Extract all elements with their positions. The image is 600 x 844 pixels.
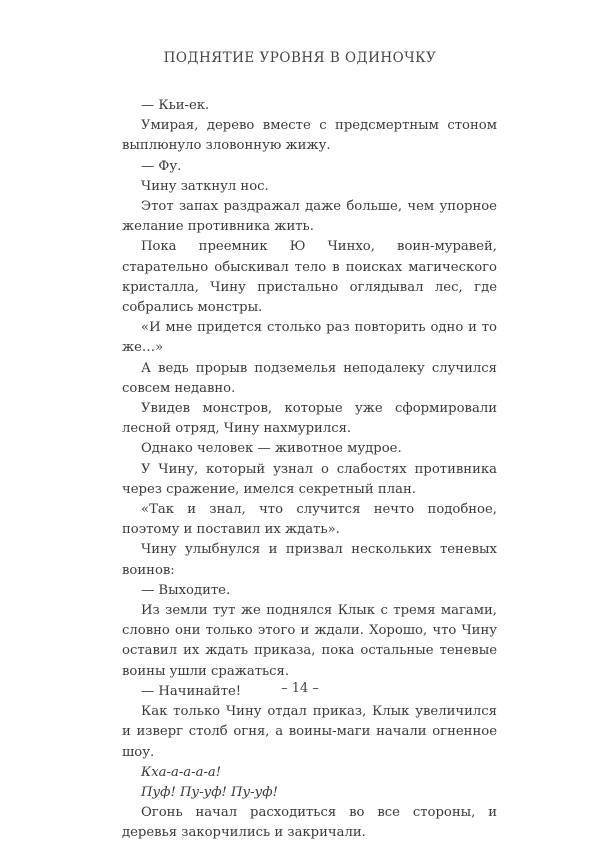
sound-effect-paragraph: Кха-а-а-а-а!: [141, 764, 222, 780]
sound-effect-paragraph: Пуф! Пу-уф! Пу-уф!: [141, 784, 278, 800]
paragraph: Однако человек — животное мудрое.: [141, 441, 402, 457]
paragraph: — Фу.: [141, 158, 182, 174]
paragraph: — Кьи-ек.: [141, 98, 210, 113]
paragraph: — Начинайте!: [141, 683, 242, 699]
paragraph: Чину улыбнулся и призвал нескольких теневых воинов:: [122, 542, 497, 578]
paragraph: «И мне придется столько раз повторить одно и то же…»: [122, 320, 497, 356]
paragraph: Умирая, дерево вместе с предсмертным стоном выплюнуло зловонную жижу.: [122, 118, 497, 154]
paragraph: Из земли тут же поднялся Клык с тремя магами, словно они только этого и ждали. Хорошо, что Чину оставил их ждать приказа, пока остальные теневые воины ушли сражаться.: [122, 603, 497, 679]
page-number: – 14 –: [281, 681, 319, 696]
paragraph: Как только Чину отдал приказ, Клык увеличился и изверг столб огня, а воины-маги начали огненное шоу.: [122, 704, 497, 760]
paragraph: «Так и знал, что случится нечто подобное, поэтому и поставил их ждать».: [122, 502, 497, 538]
paragraph: Пока преемник Ю Чинхо, воин-муравей, старательно обыскивал тело в поисках магического кристалла, Чину пристально оглядывал лес, где собрались монстры.: [122, 239, 497, 316]
paragraph: Огонь начал расходиться во все стороны, и деревья закорчились и закричали.: [122, 805, 497, 841]
paragraph: У Чину, который узнал о слабостях противника через сражение, имелся секретный план.: [122, 461, 497, 497]
paragraph: — Выходите.: [141, 582, 231, 598]
body-text: [122, 96, 497, 844]
paragraph: А ведь прорыв подземелья неподалеку случился совсем недавно.: [122, 360, 497, 396]
paragraph: Этот запах раздражал даже больше, чем упорное желание противника жить.: [122, 199, 497, 235]
running-title: ПОДНЯТИЕ УРОВНЯ В ОДИНОЧКУ: [163, 50, 437, 66]
paragraph: Увидев монстров, которые уже сформировали лесной отряд, Чину нахмурился.: [122, 401, 497, 437]
paragraph: Чину заткнул нос.: [141, 178, 269, 194]
